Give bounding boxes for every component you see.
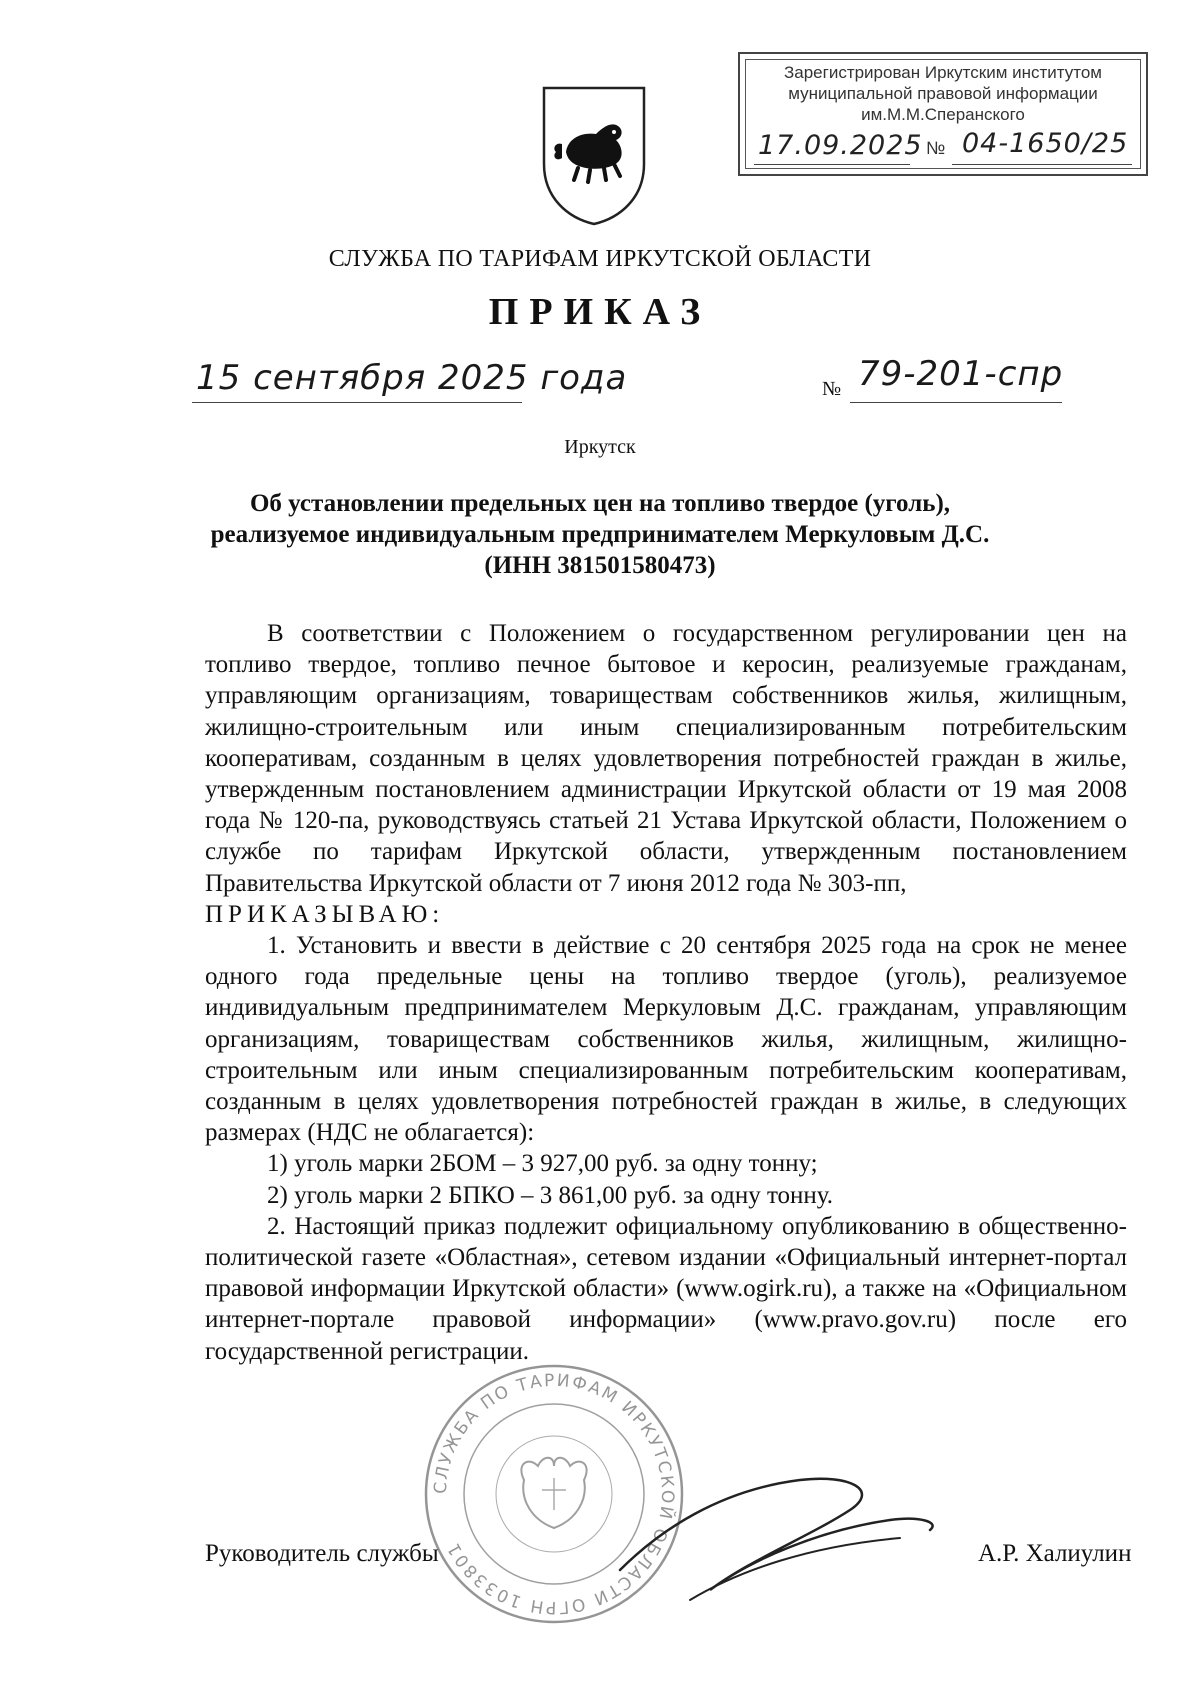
document-type: ПРИКАЗ [488,291,712,333]
order-number-handwritten: 79-201-спр [858,354,1064,394]
title-line-1: Об установлении предельных цен на топливо твердое (уголь), [249,490,951,517]
document-body [205,618,1127,1367]
item-2-paragraph: 2. Настоящий приказ подлежит официальному опубликованию в общественно-политической газете «Областная», сетевом издании «Официальный интернет-портал правовой информации Иркутской области» (www.ogirk.ru), а также на «Официальном интернет-портале правовой информации» (www.pravo.gov.ru) после его государственной регистрации. [205,1212,1127,1365]
preamble-paragraph: В соответствии с Положением о государственном регулировании цен на топливо твердое, топливо печное бытовое и керосин, реализуемые гражданам, управляющим организациям, товариществам собственников жилья, жилищным, жилищно-строительным или иным специализированным потребительским кооперативам, созданным в целях удовлетворения потребностей граждан в жилье, утвержденным постановлением администрации Иркутской области от 19 мая 2008 года № 120-па, руководствуясь статьей 21 Устава Иркутской области, Положением о службе по тарифам Иркутской области, утвержденным постановлением Правительства Иркутской области от 7 июня 2012 года № 303-пп, [205,620,1127,897]
item-1-1: 1) уголь марки 2БОМ – 3 927,00 руб. за одну тонну; [267,1150,818,1178]
title-line-2: реализуемое индивидуальным предпринимателем Меркуловым Д.С. [210,521,990,548]
coat-of-arms-icon [538,82,650,228]
order-word: ПРИКАЗЫВАЮ: [205,900,445,928]
order-date-handwritten: 15 сентября 2025 года [196,358,628,398]
registration-stamp-line1: Зарегистрирован Иркутским институтом [783,63,1102,82]
registration-stamp-line3: им.М.М.Сперанского [861,105,1025,124]
handwritten-signature-icon [600,1450,960,1610]
agency-name: СЛУЖБА ПО ТАРИФАМ ИРКУТСКОЙ ОБЛАСТИ [328,246,872,272]
registration-date: 17.09.2025 [758,130,923,161]
document-title [200,488,1000,581]
title-line-3: (ИНН 381501580473) [484,552,716,579]
seal-text: СЛУЖБА ПО ТАРИФАМ ИРКУТСКОЙ ОБЛАСТИ ОГРН 1033801 [430,1370,678,1618]
item-1-2: 2) уголь марки 2 БПКО – 3 861,00 руб. за одну тонну. [267,1181,834,1209]
signatory-role: Руководитель службы [205,1540,439,1567]
order-number-sign: № [822,378,842,400]
item-1-paragraph: 1. Установить и ввести в действие с 20 сентября 2025 года на срок не менее одного года предельные цены на топливо твердое (уголь), реализуемое индивидуальным предпринимателем Меркуловым Д.С. гражданам, управляющим организациям, товариществам собственников жилья, жилищным, жилищно-строительным или иным специализированным потребительским кооперативам, созданным в целях удовлетворения потребностей граждан в жилье, в следующих размерах (НДС не облагается): [205,932,1127,1147]
city-name: Иркутск [564,436,636,458]
signatory-name: А.Р. Халиулин [978,1540,1132,1567]
registration-stamp-line2: муниципальной правовой информации [788,84,1098,103]
registration-stamp [738,52,1148,176]
registration-number-sign: № [926,138,946,158]
registration-number: 04-1650/25 [962,128,1129,159]
